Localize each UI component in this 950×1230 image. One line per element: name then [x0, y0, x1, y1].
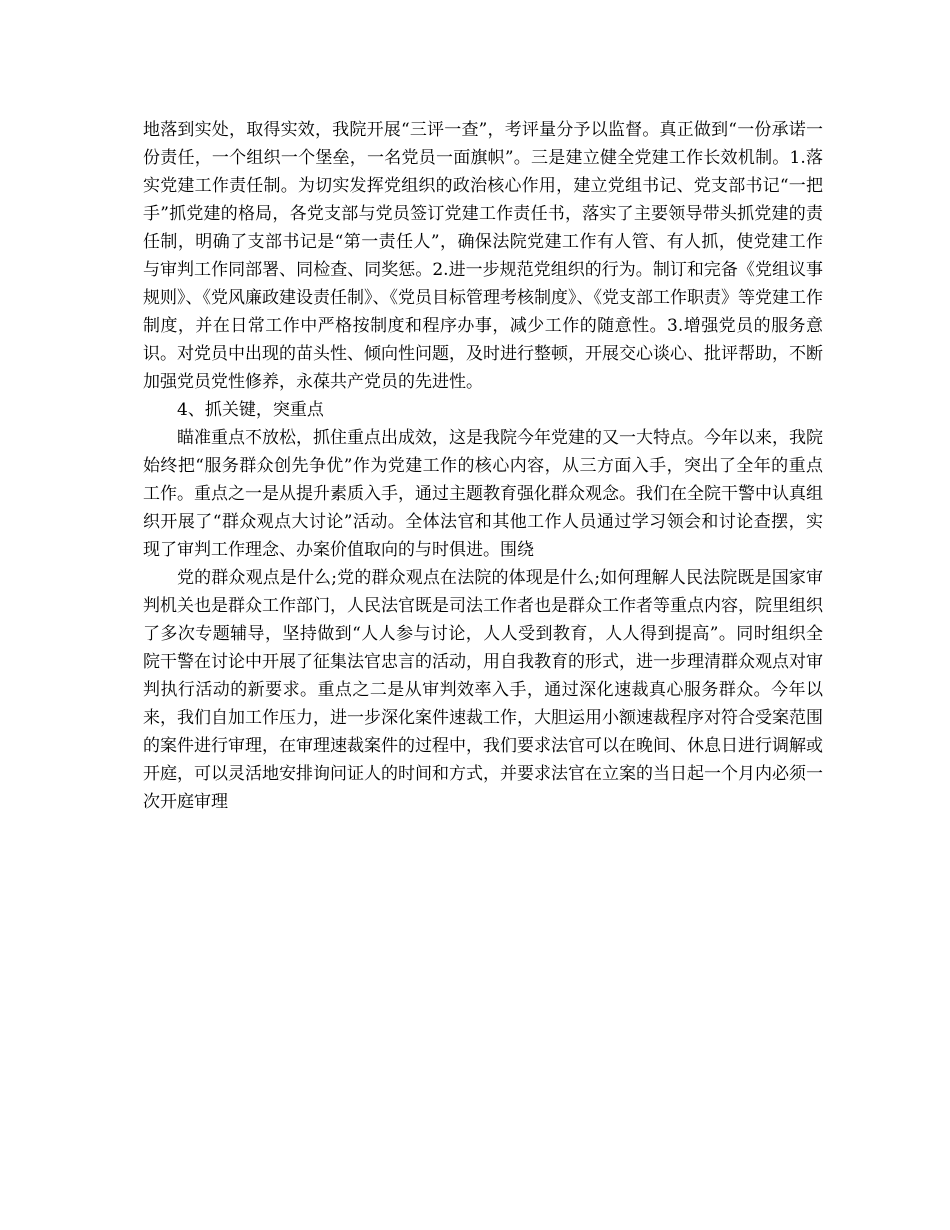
document-body	[143, 116, 823, 816]
paragraph-mass-viewpoint: 党的群众观点是什么;党的群众观点在法院的体现是什么;如何理解人民法院既是国家审判机关也是群众工作部门，人民法官既是司法工作者也是群众工作者等重点内容，院里组织了多次专题辅导，坚持做到“人人参与讨论，人人受到教育，人人得到提高”。同时组织全院干警在讨论中开展了征集法官忠言的活动，用自我教育的形式，进一步理清群众观点对审判执行活动的新要求。重点之二是从审判效率入手，通过深化速裁真心服务群众。今年以来，我们自加工作压力，进一步深化案件速裁工作，大胆运用小额速裁程序对符合受案范围的案件进行审理，在审理速裁案件的过程中，我们要求法官可以在晚间、休息日进行调解或开庭，可以灵活地安排询问证人的时间和方式，并要求法官在立案的当日起一个月内必须一次开庭审理	[143, 568, 823, 812]
paragraph-focus-points: 瞄准重点不放松，抓住重点出成效，这是我院今年党建的又一大特点。今年以来，我院始终把“服务群众创先争优”作为党建工作的核心内容，从三方面入手，突出了全年的重点工作。重点之一是从提升素质入手，通过主题教育强化群众观念。我们在全院干警中认真组织开展了“群众观点大讨论”活动。全体法官和其他工作人员通过学习领会和讨论查摆，实现了审判工作理念、办案价值取向的与时俱进。围绕	[143, 428, 823, 560]
section-heading-4: 4、抓关键，突重点	[177, 400, 324, 420]
paragraph-continuation: 地落到实处，取得实效，我院开展“三评一查”，考评量分予以监督。真正做到“一份承诺一份责任，一个组织一个堡垒，一名党员一面旗帜”。三是建立健全党建工作长效机制。1.落实党建工作责任制。为切实发挥党组织的政治核心作用，建立党组书记、党支部书记“一把手”抓党建的格局，各党支部与党员签订党建工作责任书，落实了主要领导带头抓党建的责任制，明确了支部书记是“第一责任人”，确保法院党建工作有人管、有人抓，使党建工作与审判工作同部署、同检查、同奖惩。2.进一步规范党组织的行为。制订和完备《党组议事规则》、《党风廉政建设责任制》、《党员目标管理考核制度》、《党支部工作职责》等党建工作制度，并在日常工作中严格按制度和程序办事，减少工作的随意性。3.增强党员的服务意识。对党员中出现的苗头性、倾向性问题，及时进行整顿，开展交心谈心、批评帮助，不断加强党员党性修养，永葆共产党员的先进性。	[143, 120, 823, 392]
